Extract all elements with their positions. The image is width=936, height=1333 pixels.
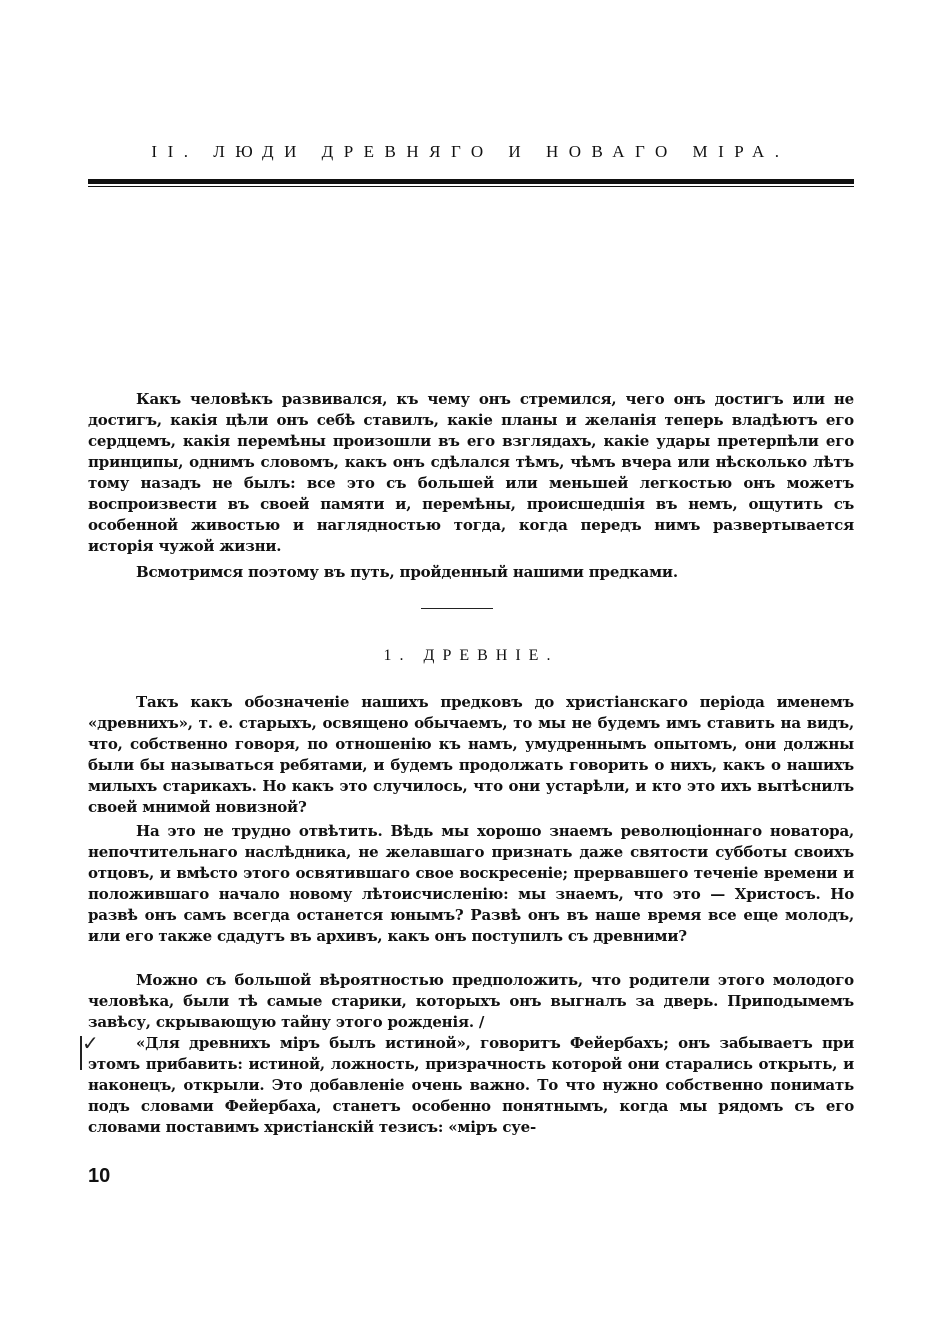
body-paragraph: «Для древнихъ міръ былъ истиной», говоритъ Фейербахъ; онъ забываетъ при этомъ прибавить: истиной, ложность, призрачность которой они старались открыть, и наконецъ, открыли. Это добавленіе очень важно. То что нужно собственно понимать подъ словами Фейербаха, станетъ особенно понятнымъ, когда мы рядомъ съ его словами поставимъ христіанскій тезисъ: «міръ суе- xyxy=(88,1034,854,1136)
intro-paragraph: Всмотримся поэтому въ путь, пройденный нашими предками. xyxy=(136,563,678,581)
body-paragraph: Такъ какъ обозначеніе нашихъ предковъ до христіанскаго періода именемъ «древнихъ», т. е. старыхъ, освящено обычаемъ, то мы не будемъ имъ ставить на видъ, что, собственно говоря, по отношенію къ намъ, умудреннымъ опытомъ, они должны были бы называться ребятами, и будемъ продолжать говорить о нихъ, какъ о нашихъ милыхъ старикахъ. Но какъ это случилось, что они устарѣли, и кто это ихъ вытѣснилъ своей мнимой новизной? xyxy=(88,693,854,816)
header-rule-thin xyxy=(88,186,854,187)
page-number: 10 xyxy=(88,1165,111,1187)
checkmark-icon: ✓ xyxy=(82,1031,99,1055)
intro-paragraph: Какъ человѣкъ развивался, къ чему онъ стремился, чего онъ достигъ или не достигъ, какія цѣли онъ себѣ ставилъ, какіе планы и желанія теперь владѣютъ его сердцемъ, какія перемѣны произошли въ его взглядахъ, какіе удары претерпѣли его принципы, однимъ словомъ, какъ онъ сдѣлался тѣмъ, чѣмъ вчера или нѣсколько лѣтъ тому назадъ не былъ: все это съ большей или меньшей легкостью онъ можетъ воспроизвести въ своей памяти и, перемѣны, происшедшія въ немъ, ощутить съ особенной живостью и наглядностью тогда, когда передъ нимъ развертывается исторія чужой жизни. xyxy=(88,390,854,555)
running-title: II. ЛЮДИ ДРЕВНЯГО И НОВАГО МІРА. xyxy=(151,142,790,161)
header-rule-thick xyxy=(88,179,854,184)
section-title: 1. ДРЕВНІЕ. xyxy=(383,647,559,664)
body-paragraph: Можно съ большой вѣроятностью предположить, что родители этого молодого человѣка, были тѣ самые старики, которыхъ онъ выгналъ за дверь. Приподымемъ завѣсу, скрывающую тайну этого рожденія. / xyxy=(88,971,854,1031)
body-paragraph: На это не трудно отвѣтить. Вѣдь мы хорошо знаемъ революціоннаго новатора, непочтительнаго наслѣдника, не желавшаго признать даже святости субботы своихъ отцовъ, и вмѣсто этого освятившаго свое воскресеніе; прервавшего теченіе времени и положившаго начало новому лѣтоисчисленію: мы знаемъ, что это — Христосъ. Но развѣ онъ самъ всегда останется юнымъ? Развѣ онъ въ наше время все еще молодъ, или его также сдадутъ въ архивъ, какъ онъ поступилъ съ древними? xyxy=(88,822,854,945)
section-separator xyxy=(421,608,493,609)
